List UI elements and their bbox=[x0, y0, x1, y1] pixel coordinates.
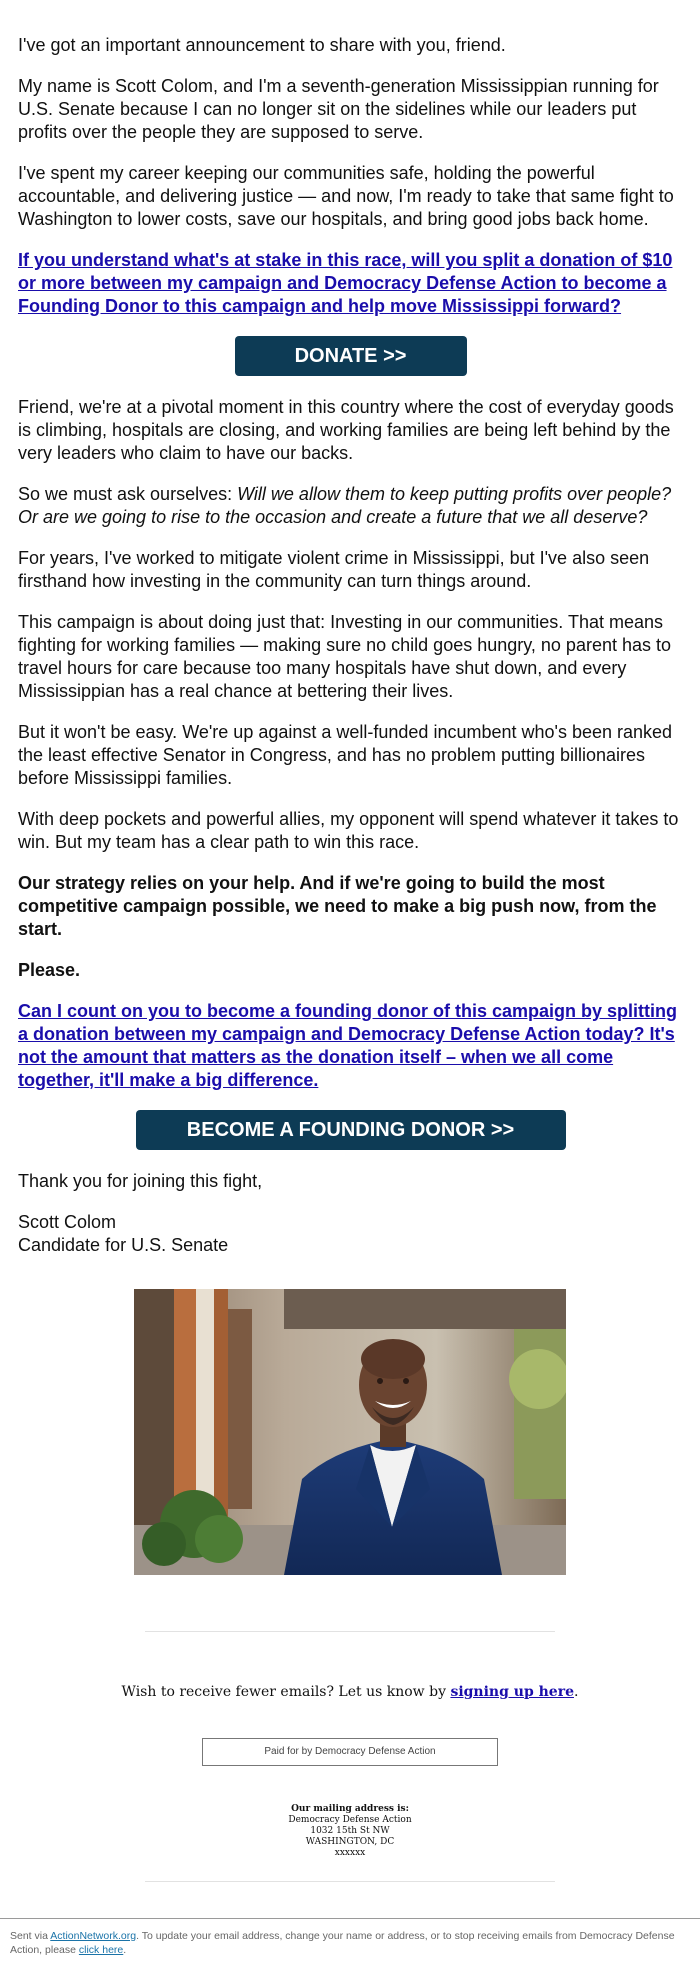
ask-ourselves-paragraph bbox=[18, 483, 683, 529]
split-donation-link[interactable]: If you understand what's at stake in this race, will you split a donation of $10 or more between my campaign and Democracy Defense Action to become a Founding Donor to this campaign and help move Mississippi forward? bbox=[18, 250, 673, 316]
mailing-address bbox=[0, 1804, 700, 1859]
founding-ask-paragraph bbox=[18, 1000, 683, 1092]
fewer-emails-line bbox=[0, 1684, 700, 1700]
signature-name: Scott Colom bbox=[18, 1212, 117, 1232]
campaign-purpose-paragraph: This campaign is about doing just that: Investing in our communities. That means fighting for working families — making sure no child goes hungry, no parent has to travel hours for care because too many hospitals have shut down, and every Mississippian has a real chance at bettering their lives. bbox=[18, 612, 672, 701]
donate-button[interactable]: DONATE >> bbox=[235, 336, 467, 376]
founding-donor-button[interactable]: BECOME A FOUNDING DONOR >> bbox=[136, 1110, 566, 1150]
footer-divider-bottom bbox=[145, 1881, 555, 1882]
mailing-street: 1032 15th St NW bbox=[310, 1826, 390, 1836]
ask-lead-text: So we must ask ourselves: bbox=[18, 484, 238, 504]
signature bbox=[18, 1211, 683, 1257]
signing-up-link[interactable]: signing up here bbox=[450, 1684, 574, 1700]
paid-for-by-box: Paid for by Democracy Defense Action bbox=[202, 1738, 498, 1766]
signature-title: Candidate for U.S. Senate bbox=[18, 1235, 229, 1255]
please-paragraph: Please. bbox=[18, 960, 81, 980]
mailing-org: Democracy Defense Action bbox=[288, 1815, 412, 1825]
mailing-zip: xxxxxx bbox=[334, 1848, 366, 1858]
ask-question-text: Will we allow them to keep putting profits over people? Or are we going to rise to the occasion and create a future that we all deserve? bbox=[18, 484, 672, 527]
email-body bbox=[18, 34, 683, 1275]
footer-divider-top bbox=[145, 1631, 555, 1632]
actionnetwork-link[interactable]: ActionNetwork.org bbox=[50, 1930, 137, 1942]
pivotal-moment-paragraph: Friend, we're at a pivotal moment in this country where the cost of everyday goods is climbing, hospitals are closing, and working families are being left behind by the very leaders who claim to have our backs. bbox=[18, 397, 674, 463]
click-here-link[interactable]: click here bbox=[78, 1944, 124, 1956]
fewer-emails-end: . bbox=[573, 1684, 579, 1700]
footer-end: . bbox=[123, 1944, 127, 1956]
career-paragraph: I've spent my career keeping our communities safe, holding the powerful accountable, and delivering justice — and now, I'm ready to take that same fight to Washington to lower costs, save our hospitals, and bring good jobs back home. bbox=[18, 163, 674, 229]
violent-crime-paragraph: For years, I've worked to mitigate violent crime in Mississippi, but I've also seen firsthand how investing in the community can turn things around. bbox=[18, 548, 650, 591]
thanks-paragraph: Thank you for joining this fight, bbox=[18, 1171, 263, 1191]
strategy-paragraph: Our strategy relies on your help. And if we're going to build the most competitive campaign possible, we need to make a big push now, from the start. bbox=[18, 873, 657, 939]
candidate-photo-illustration bbox=[134, 1289, 566, 1575]
update-text: . To update your email address, change your name or address, or to stop receiving emails from Democracy Defense Action, please bbox=[10, 1930, 675, 1956]
mailing-heading: Our mailing address is: bbox=[291, 1804, 409, 1814]
donate-button-wrap bbox=[18, 336, 683, 376]
fewer-emails-text: Wish to receive fewer emails? Let us know by bbox=[121, 1684, 451, 1700]
actionnetwork-footer bbox=[0, 1918, 700, 1984]
opponent-paragraph: With deep pockets and powerful allies, my opponent will spend whatever it takes to win. But my team has a clear path to win this race. bbox=[18, 809, 679, 852]
sent-via-text: Sent via bbox=[10, 1930, 51, 1942]
candidate-photo bbox=[134, 1289, 566, 1575]
donate-ask-paragraph bbox=[18, 249, 683, 318]
incumbent-paragraph: But it won't be easy. We're up against a well-funded incumbent who's been ranked the least effective Senator in Congress, and has no problem putting billionaires before Mississippi families. bbox=[18, 722, 673, 788]
founding-donor-link[interactable]: Can I count on you to become a founding donor of this campaign by splitting a donation between my campaign and Democracy Defense Action today? It's not the amount that matters as the donation itself – when we all come together, it'll make a big difference. bbox=[18, 1001, 677, 1090]
mailing-city: WASHINGTON, DC bbox=[305, 1837, 395, 1847]
intro-paragraph: My name is Scott Colom, and I'm a seventh-generation Mississippian running for U.S. Senate because I can no longer sit on the sidelines while our leaders put profits over the people they are supposed to serve. bbox=[18, 76, 659, 142]
founding-button-wrap bbox=[18, 1110, 683, 1150]
greeting-paragraph: I've got an important announcement to share with you, friend. bbox=[18, 35, 506, 55]
